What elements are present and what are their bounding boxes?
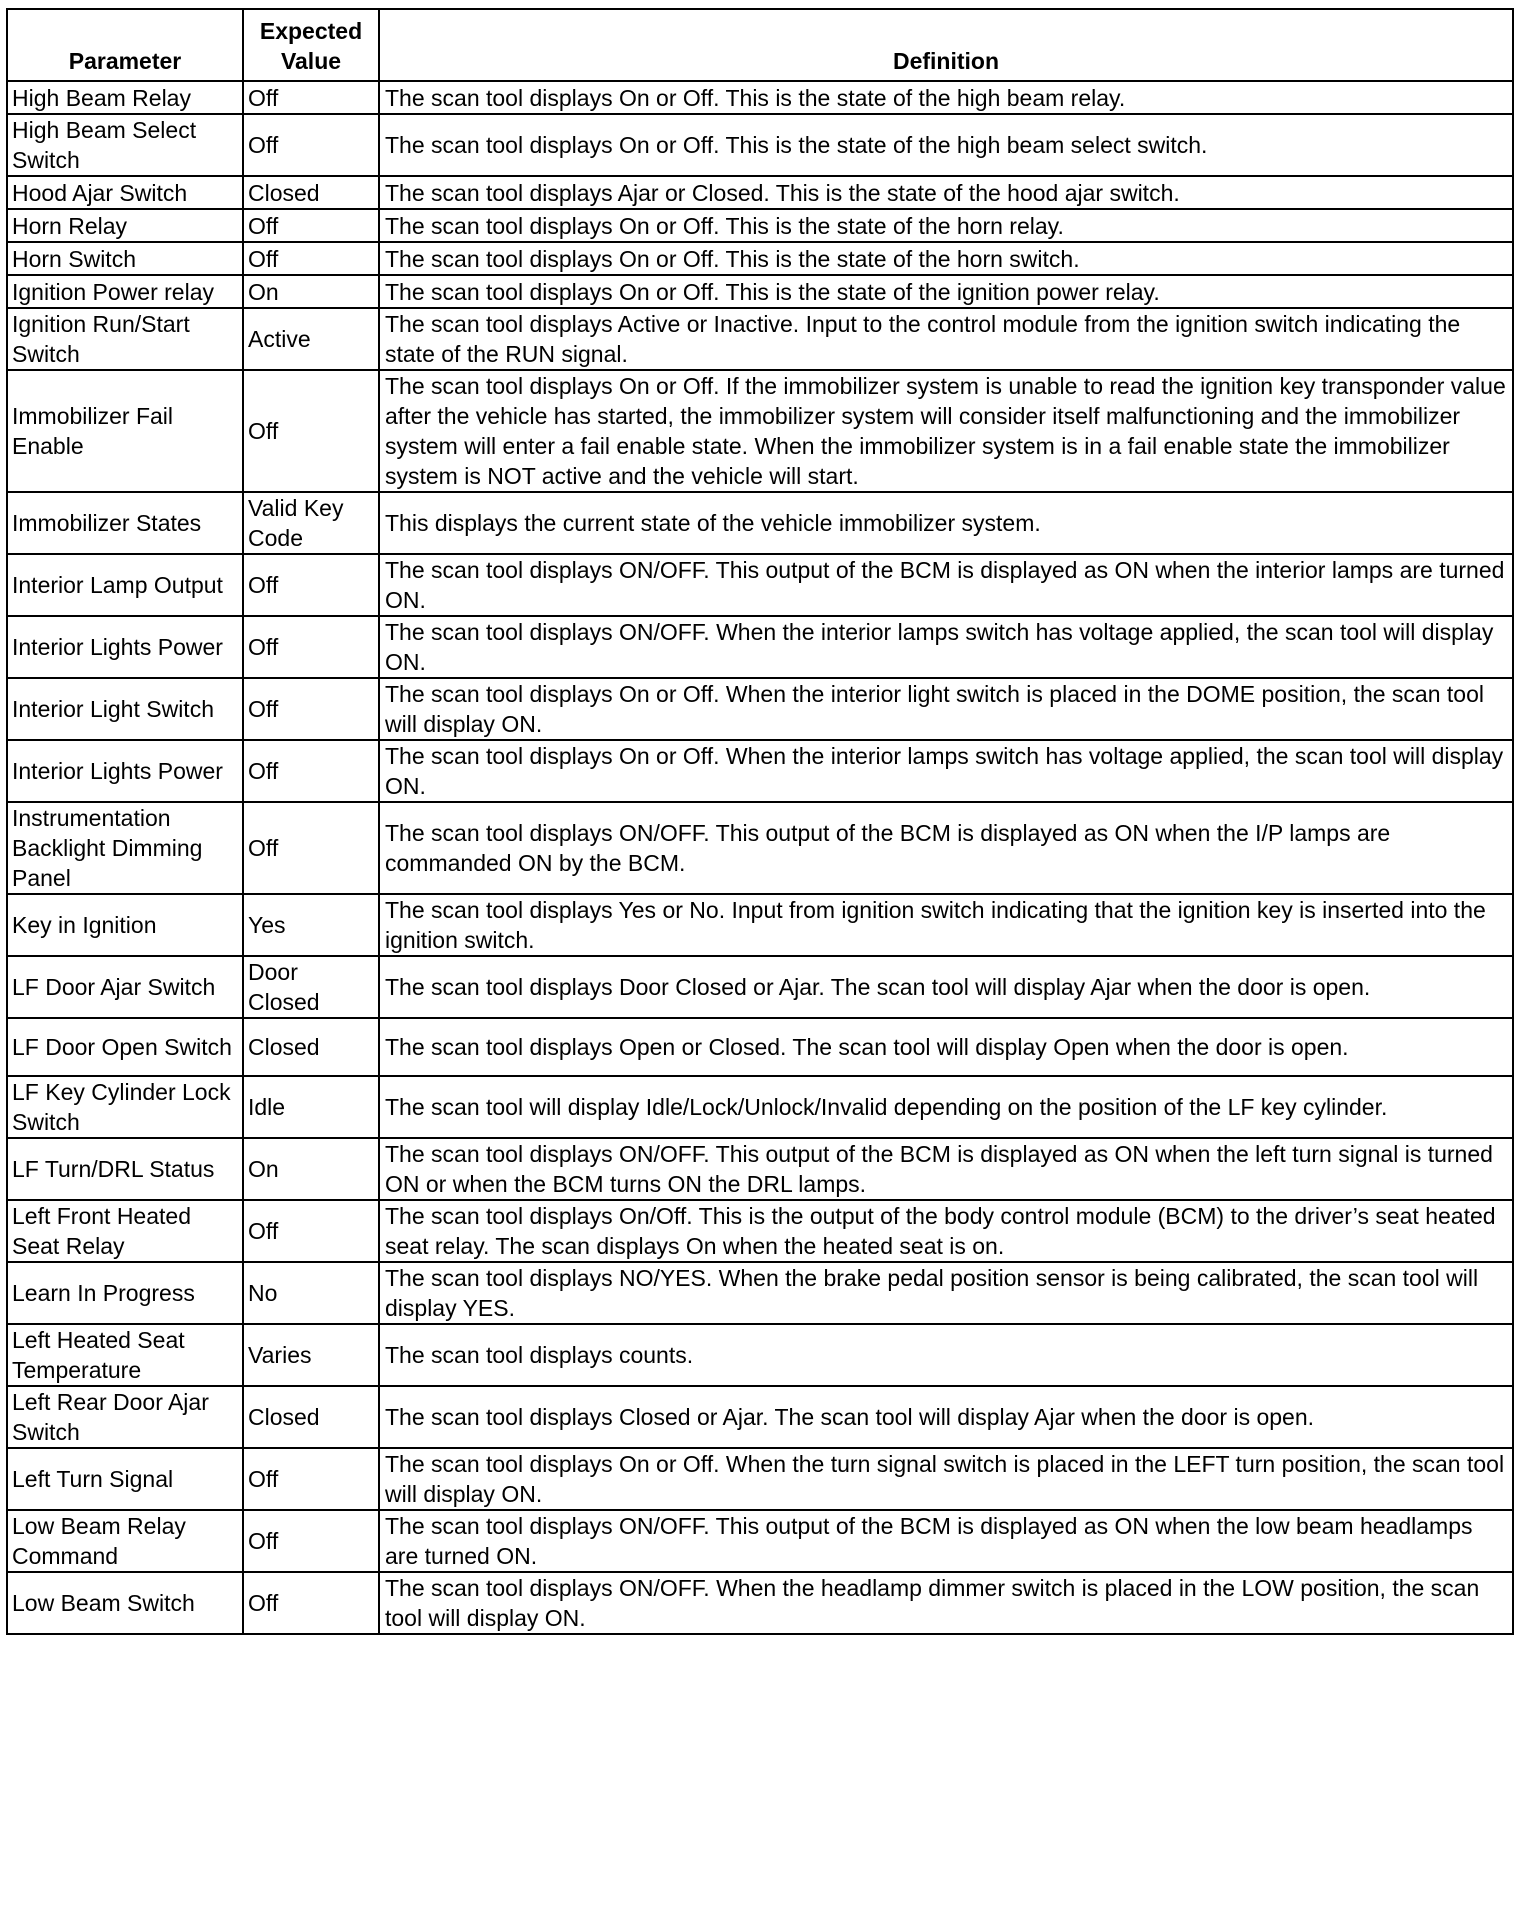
cell-definition: The scan tool displays On or Off. This is the state of the high beam select switch. — [379, 114, 1513, 176]
cell-expected-value: On — [243, 1138, 379, 1200]
table-row — [7, 1076, 1513, 1138]
cell-definition: The scan tool displays Active or Inactive. Input to the control module from the ignition switch indicating the state of the RUN signal. — [379, 308, 1513, 370]
cell-expected-value: Closed — [243, 1386, 379, 1448]
table-row — [7, 678, 1513, 740]
cell-definition: The scan tool displays ON/OFF. This output of the BCM is displayed as ON when the interior lamps are turned ON. — [379, 554, 1513, 616]
cell-parameter: Key in Ignition — [7, 894, 243, 956]
cell-expected-value: Off — [243, 740, 379, 802]
cell-definition: The scan tool displays On or Off. If the immobilizer system is unable to read the ignition key transponder value after the vehicle has started, the immobilizer system will consider itself malfunctioning and the immobilizer system will enter a fail enable state. When the immobilizer system is in a fail enable state the immobilizer system is NOT active and the vehicle will start. — [379, 370, 1513, 492]
table-row — [7, 554, 1513, 616]
cell-expected-value: On — [243, 275, 379, 308]
cell-definition: The scan tool displays ON/OFF. When the headlamp dimmer switch is placed in the LOW position, the scan tool will display ON. — [379, 1572, 1513, 1634]
cell-expected-value: Off — [243, 616, 379, 678]
cell-parameter: Interior Lights Power — [7, 616, 243, 678]
cell-parameter: LF Key Cylinder Lock Switch — [7, 1076, 243, 1138]
table-row — [7, 209, 1513, 242]
cell-parameter: Instrumentation Backlight Dimming Panel — [7, 802, 243, 894]
cell-definition: The scan tool displays On or Off. This is the state of the high beam relay. — [379, 81, 1513, 114]
cell-parameter: Immobilizer States — [7, 492, 243, 554]
cell-expected-value: Active — [243, 308, 379, 370]
cell-definition: The scan tool displays Door Closed or Ajar. The scan tool will display Ajar when the door is open. — [379, 956, 1513, 1018]
cell-parameter: Horn Relay — [7, 209, 243, 242]
table-row — [7, 1018, 1513, 1076]
cell-parameter: Low Beam Relay Command — [7, 1510, 243, 1572]
cell-expected-value: Off — [243, 1510, 379, 1572]
cell-parameter: Ignition Power relay — [7, 275, 243, 308]
cell-parameter: Hood Ajar Switch — [7, 176, 243, 209]
table-row — [7, 1138, 1513, 1200]
table-body — [7, 81, 1513, 1634]
table-row — [7, 1510, 1513, 1572]
cell-expected-value: Off — [243, 209, 379, 242]
cell-definition: The scan tool displays ON/OFF. When the interior lamps switch has voltage applied, the scan tool will display ON. — [379, 616, 1513, 678]
cell-parameter: Interior Lights Power — [7, 740, 243, 802]
cell-definition: The scan tool displays NO/YES. When the brake pedal position sensor is being calibrated, the scan tool will display YES. — [379, 1262, 1513, 1324]
cell-expected-value: Off — [243, 802, 379, 894]
table-row — [7, 370, 1513, 492]
cell-expected-value: Off — [243, 370, 379, 492]
table-row — [7, 308, 1513, 370]
cell-expected-value: Closed — [243, 176, 379, 209]
cell-parameter: Left Front Heated Seat Relay — [7, 1200, 243, 1262]
cell-definition: The scan tool displays On or Off. This is the state of the horn switch. — [379, 242, 1513, 275]
table-row — [7, 492, 1513, 554]
table-row — [7, 81, 1513, 114]
table-row — [7, 1324, 1513, 1386]
cell-parameter: Interior Lamp Output — [7, 554, 243, 616]
table-row — [7, 956, 1513, 1018]
cell-parameter: Learn In Progress — [7, 1262, 243, 1324]
cell-definition: The scan tool displays On or Off. When the turn signal switch is placed in the LEFT turn position, the scan tool will display ON. — [379, 1448, 1513, 1510]
table-row — [7, 1200, 1513, 1262]
cell-parameter: Left Turn Signal — [7, 1448, 243, 1510]
cell-parameter: LF Door Ajar Switch — [7, 956, 243, 1018]
cell-expected-value: Valid Key Code — [243, 492, 379, 554]
cell-parameter: LF Turn/DRL Status — [7, 1138, 243, 1200]
cell-definition: The scan tool displays On or Off. When the interior light switch is placed in the DOME position, the scan tool will display ON. — [379, 678, 1513, 740]
cell-expected-value: Door Closed — [243, 956, 379, 1018]
table-header-row — [7, 9, 1513, 81]
cell-expected-value: Yes — [243, 894, 379, 956]
cell-parameter: Ignition Run/Start Switch — [7, 308, 243, 370]
cell-expected-value: Off — [243, 554, 379, 616]
cell-definition: The scan tool displays counts. — [379, 1324, 1513, 1386]
cell-definition: The scan tool displays ON/OFF. This output of the BCM is displayed as ON when the left turn signal is turned ON or when the BCM turns ON the DRL lamps. — [379, 1138, 1513, 1200]
cell-expected-value: Idle — [243, 1076, 379, 1138]
cell-parameter: High Beam Select Switch — [7, 114, 243, 176]
table-row — [7, 616, 1513, 678]
table-row — [7, 802, 1513, 894]
cell-parameter: Interior Light Switch — [7, 678, 243, 740]
parameter-table — [6, 8, 1514, 1635]
cell-expected-value: Off — [243, 1448, 379, 1510]
cell-expected-value: Off — [243, 1572, 379, 1634]
cell-parameter: LF Door Open Switch — [7, 1018, 243, 1076]
cell-definition: The scan tool displays Yes or No. Input from ignition switch indicating that the ignition key is inserted into the ignition switch. — [379, 894, 1513, 956]
cell-expected-value: No — [243, 1262, 379, 1324]
cell-parameter: Left Rear Door Ajar Switch — [7, 1386, 243, 1448]
cell-definition: The scan tool will display Idle/Lock/Unlock/Invalid depending on the position of the LF key cylinder. — [379, 1076, 1513, 1138]
cell-expected-value: Off — [243, 242, 379, 275]
table-row — [7, 894, 1513, 956]
table-row — [7, 275, 1513, 308]
cell-expected-value: Off — [243, 114, 379, 176]
column-header-expected-value: Expected Value — [243, 9, 379, 81]
cell-expected-value: Off — [243, 81, 379, 114]
cell-definition: The scan tool displays On/Off. This is the output of the body control module (BCM) to the driver’s seat heated seat relay. The scan displays On when the heated seat is on. — [379, 1200, 1513, 1262]
cell-expected-value: Varies — [243, 1324, 379, 1386]
cell-definition: The scan tool displays On or Off. This is the state of the horn relay. — [379, 209, 1513, 242]
table-row — [7, 242, 1513, 275]
table-row — [7, 1572, 1513, 1634]
cell-expected-value: Closed — [243, 1018, 379, 1076]
table-row — [7, 740, 1513, 802]
cell-definition: The scan tool displays On or Off. When the interior lamps switch has voltage applied, the scan tool will display ON. — [379, 740, 1513, 802]
table-row — [7, 114, 1513, 176]
cell-parameter: Low Beam Switch — [7, 1572, 243, 1634]
table-row — [7, 1386, 1513, 1448]
cell-definition: The scan tool displays Closed or Ajar. The scan tool will display Ajar when the door is open. — [379, 1386, 1513, 1448]
column-header-definition: Definition — [379, 9, 1513, 81]
cell-parameter: Left Heated Seat Temperature — [7, 1324, 243, 1386]
column-header-parameter: Parameter — [7, 9, 243, 81]
cell-definition: This displays the current state of the vehicle immobilizer system. — [379, 492, 1513, 554]
table-row — [7, 1448, 1513, 1510]
cell-definition: The scan tool displays ON/OFF. This output of the BCM is displayed as ON when the I/P lamps are commanded ON by the BCM. — [379, 802, 1513, 894]
cell-parameter: High Beam Relay — [7, 81, 243, 114]
cell-parameter: Immobilizer Fail Enable — [7, 370, 243, 492]
cell-definition: The scan tool displays Open or Closed. The scan tool will display Open when the door is open. — [379, 1018, 1513, 1076]
cell-expected-value: Off — [243, 678, 379, 740]
cell-parameter: Horn Switch — [7, 242, 243, 275]
cell-expected-value: Off — [243, 1200, 379, 1262]
cell-definition: The scan tool displays ON/OFF. This output of the BCM is displayed as ON when the low beam headlamps are turned ON. — [379, 1510, 1513, 1572]
cell-definition: The scan tool displays On or Off. This is the state of the ignition power relay. — [379, 275, 1513, 308]
table-row — [7, 176, 1513, 209]
table-row — [7, 1262, 1513, 1324]
cell-definition: The scan tool displays Ajar or Closed. This is the state of the hood ajar switch. — [379, 176, 1513, 209]
